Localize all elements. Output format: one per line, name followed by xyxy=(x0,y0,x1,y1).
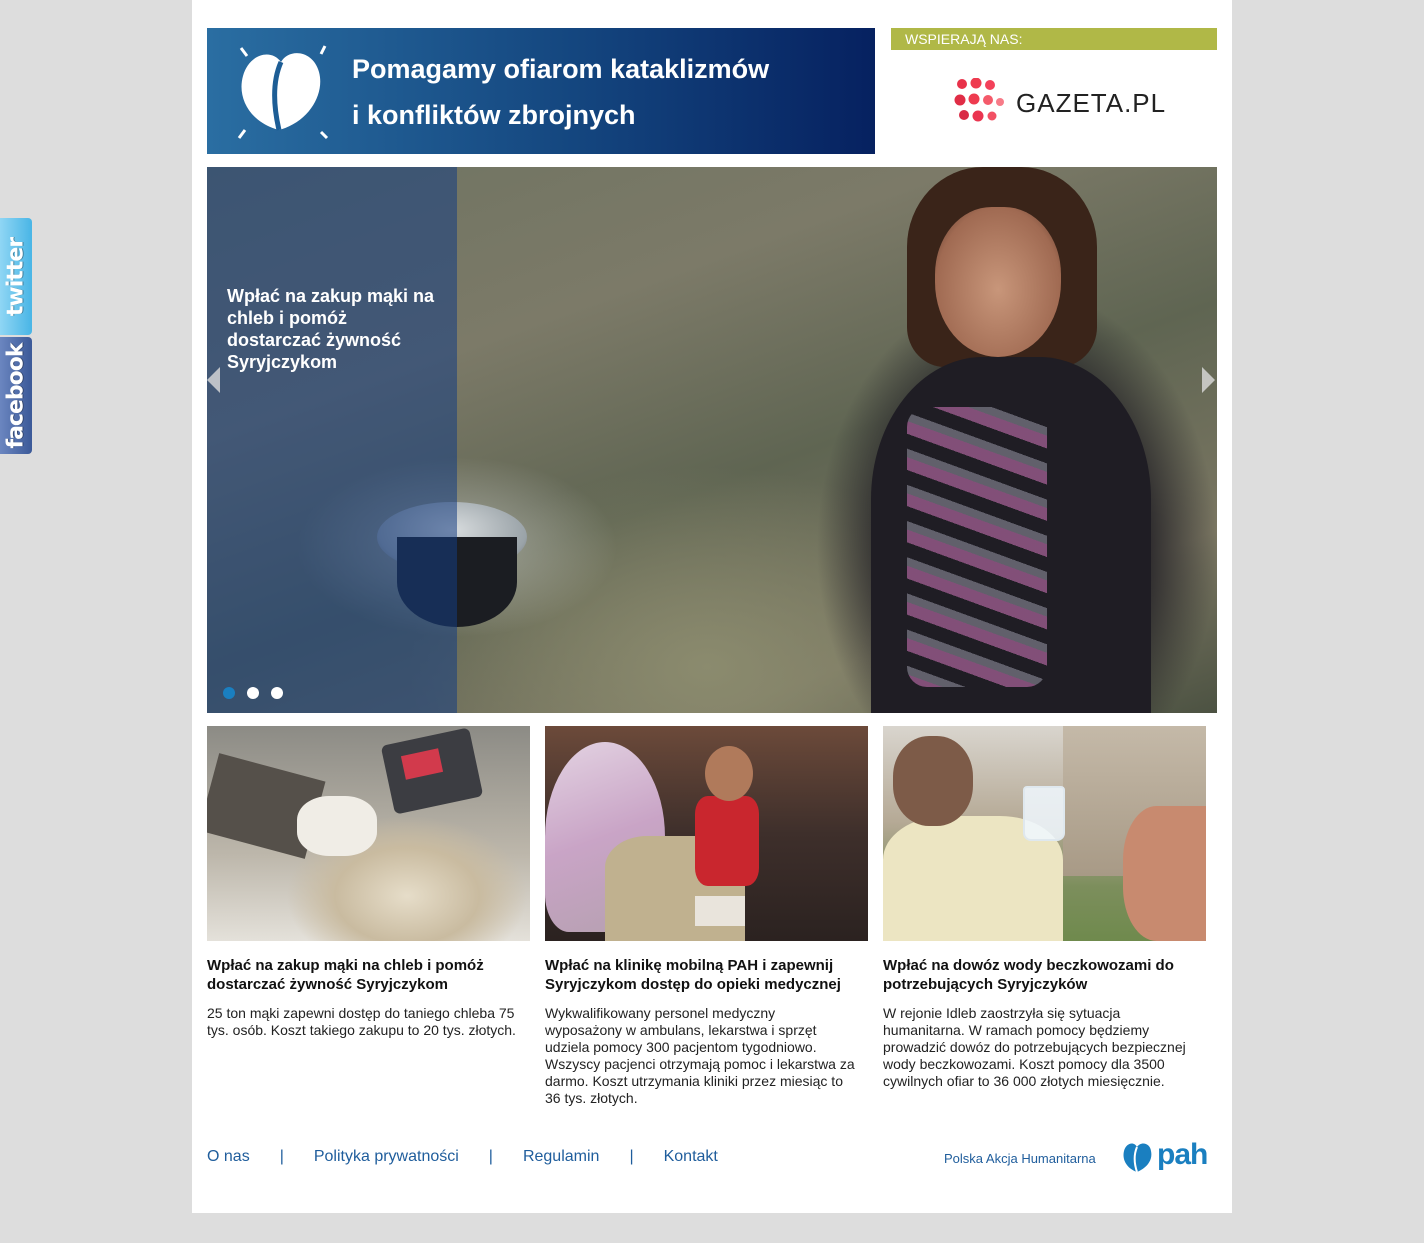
article-card-clinic xyxy=(545,726,869,1107)
sponsor-logo[interactable] xyxy=(954,78,1174,126)
footer-nav xyxy=(207,1148,718,1166)
footer-link-privacy[interactable]: Polityka prywatności xyxy=(313,1148,459,1165)
sponsor-label: WSPIERAJĄ NAS: xyxy=(891,28,1217,50)
article-title[interactable]: Wpłać na dowóz wody beczkowozami do potrzebujących Syryjczyków xyxy=(883,957,1174,993)
twitter-label: twitter xyxy=(3,237,29,316)
twitter-tab[interactable] xyxy=(0,218,32,335)
photo-hand xyxy=(1123,806,1206,941)
pah-footer-logo[interactable] xyxy=(944,1138,1216,1176)
article-title[interactable]: Wpłać na zakup mąki na chleb i pomóż dostarczać żywność Syryjczykom xyxy=(207,957,484,993)
hero-slider[interactable] xyxy=(207,167,1217,713)
facebook-tab[interactable] xyxy=(0,337,32,454)
slider-dot-2[interactable] xyxy=(247,687,259,699)
footer-link-terms[interactable]: Regulamin xyxy=(522,1148,600,1165)
slider-dot-3[interactable] xyxy=(271,687,283,699)
photo-boy-shirt xyxy=(695,796,759,886)
hero-shirt-print xyxy=(907,407,1047,687)
sponsor-name: GAZETA.PL xyxy=(1016,88,1167,118)
pah-heart-logo-icon xyxy=(1120,1140,1154,1174)
article-body: 25 ton mąki zapewni dostęp do taniego chleba 75 tys. osób. Koszt takiego zakupu to 20 tys. złotych. xyxy=(207,1005,516,1038)
article-title[interactable]: Wpłać na klinikę mobilną PAH i zapewnij Syryjczykom dostęp do opieki medycznej xyxy=(545,957,841,993)
footer-separator: | xyxy=(629,1148,634,1165)
photo-glass xyxy=(1023,786,1065,841)
arrow-right-icon[interactable] xyxy=(1202,367,1215,393)
pah-heart-logo-icon xyxy=(229,42,329,142)
header-banner[interactable] xyxy=(207,28,875,154)
article-photo-water[interactable] xyxy=(883,726,1206,941)
photo-hand-flour xyxy=(297,796,377,856)
page-container xyxy=(192,0,1232,1213)
slider-dots xyxy=(223,687,283,699)
arrow-left-icon[interactable] xyxy=(207,367,220,393)
footer-separator: | xyxy=(279,1148,284,1165)
photo-paper xyxy=(695,896,745,926)
banner-title-line2: i konfliktów zbrojnych xyxy=(352,100,636,130)
article-photo-flour[interactable] xyxy=(207,726,530,941)
article-body: W rejonie Idleb zaostrzyła się sytuacja humanitarna. W ramach pomocy będziemy prowadzić dowóz do potrzebujących bezpiecznej wody beczkowozami. Koszt pomocy dla 3500 cywilnych ofiar to 36 000 złotych miesięcznie. xyxy=(883,1005,1186,1089)
article-card-water xyxy=(883,726,1207,1090)
photo-boy-face xyxy=(705,746,753,801)
banner-title-line1: Pomagamy ofiarom kataklizmów xyxy=(352,54,770,84)
footer-link-contact[interactable]: Kontakt xyxy=(663,1148,718,1165)
photo-man-face xyxy=(893,736,973,826)
article-card-flour xyxy=(207,726,531,1039)
slider-dot-1[interactable] xyxy=(223,687,235,699)
footer-separator: | xyxy=(488,1148,493,1165)
hero-caption[interactable]: Wpłać na zakup mąki na chleb i pomóż dostarczać żywność Syryjczykom xyxy=(227,286,435,372)
article-photo-clinic[interactable] xyxy=(545,726,868,941)
pah-logo-text: pah xyxy=(1157,1138,1208,1171)
banner-title xyxy=(352,46,769,138)
gazeta-dots-icon xyxy=(954,78,1004,126)
facebook-label: facebook xyxy=(3,343,29,448)
pah-org-name: Polska Akcja Humanitarna xyxy=(944,1151,1096,1166)
footer-link-about[interactable]: O nas xyxy=(207,1148,250,1165)
article-body: Wykwalifikowany personel medyczny wyposażony w ambulans, lekarstwa i sprzęt udziela pomocy 300 pacjentom tygodniowo. Wszyscy pacjenci otrzymają pomoc i lekarstwa za darmo. Koszt utrzymania kliniki przez miesiąc to 36 tys. złotych. xyxy=(545,1005,855,1106)
hero-caption-overlay xyxy=(207,167,457,713)
hero-girl-face xyxy=(935,207,1061,357)
